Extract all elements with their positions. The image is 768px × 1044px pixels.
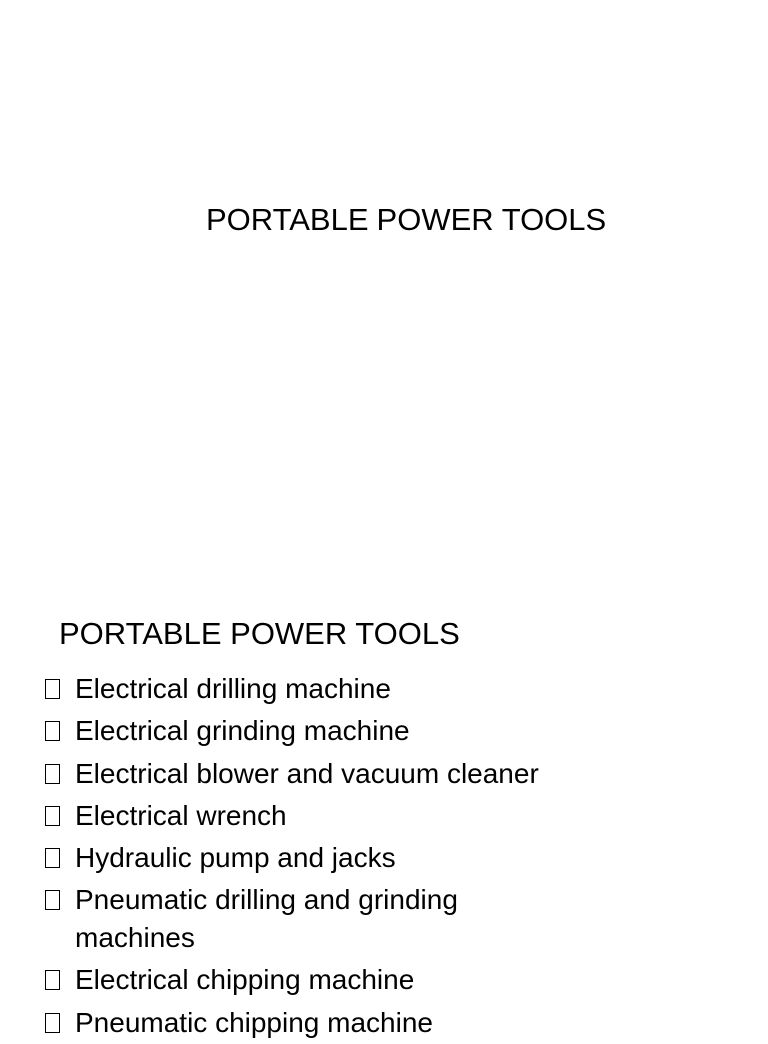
slide-1-title-part-2: POWER TOOLS	[376, 202, 607, 237]
list-item-text: Electrical chipping machine	[75, 964, 415, 996]
list-item	[0, 710, 768, 752]
slide-1-title	[206, 200, 606, 240]
list-item	[0, 668, 768, 710]
missing-glyph-box-icon	[45, 764, 60, 784]
list-item-text: Electrical blower and vacuum cleaner	[75, 757, 539, 789]
list-item-text: Pneumatic chipping machine	[75, 1006, 433, 1038]
list-item	[0, 753, 768, 795]
bullet-list	[0, 668, 768, 1044]
missing-glyph-box-icon	[45, 970, 60, 990]
missing-glyph-box-icon	[45, 1013, 60, 1033]
list-item-text: Electrical wrench	[75, 799, 287, 831]
missing-glyph-box-icon	[45, 721, 60, 741]
missing-glyph-box-icon	[45, 848, 60, 868]
list-item-text: Hydraulic pump and jacks	[75, 842, 396, 874]
list-item-text: Electrical drilling machine	[75, 673, 391, 704]
list-item	[0, 959, 768, 1001]
list-item	[0, 837, 768, 879]
slide-1-title-part-1: PORTABLE	[206, 202, 369, 237]
missing-glyph-box-icon	[45, 679, 60, 699]
list-item-text: Electrical grinding machine	[75, 715, 410, 747]
list-item	[0, 795, 768, 837]
slide-2-title: PORTABLE POWER TOOLS	[59, 616, 460, 651]
missing-glyph-box-icon	[45, 806, 60, 826]
list-item-text: Pneumatic drilling and grinding machines	[75, 884, 458, 954]
list-item	[0, 879, 768, 959]
missing-glyph-box-icon	[45, 890, 60, 910]
list-item	[0, 1002, 768, 1044]
